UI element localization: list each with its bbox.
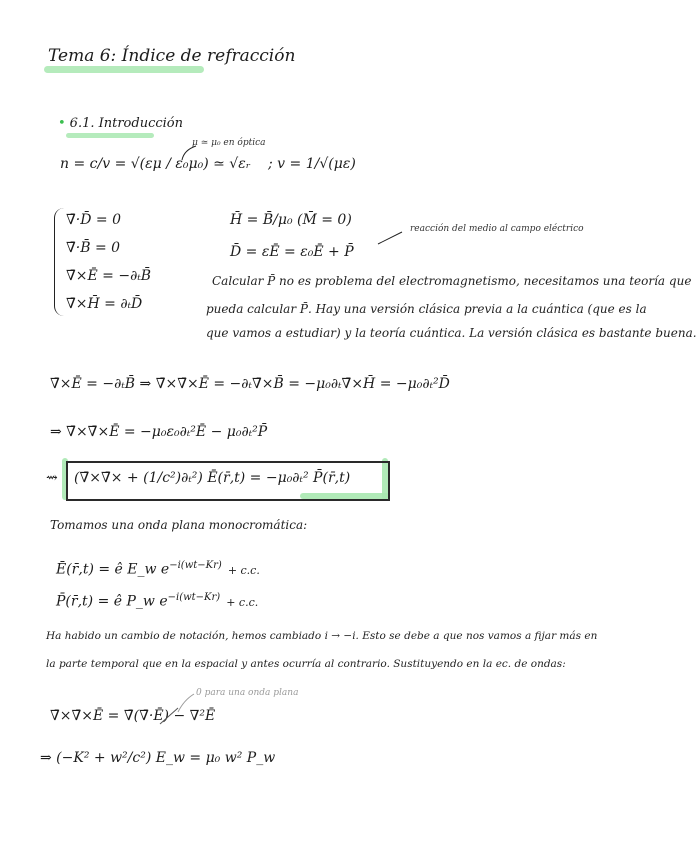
wave-intro: Tomamos una onda plana monocromática:: [50, 518, 308, 532]
paragraph2-line2: la parte temporal que en la espacial y antes ocurría al contrario. Sustituyendo en la ec. de ondas:: [46, 658, 566, 670]
field-p-exponent: −i(wt−Kr): [167, 592, 221, 603]
paragraph1-line3: que vamos a estudiar) y la teoría cuántica. La versión clásica es bastante buena.: [206, 326, 697, 340]
maxwell-gauss-e: ∇̄·D̄ = 0: [66, 212, 121, 228]
constitutive-h: H̄ = B̄/μ₀ (M̄ = 0): [230, 212, 352, 228]
field-e-exponent: −i(wt−Kr): [169, 560, 222, 571]
bullet-icon: •: [58, 116, 66, 131]
curl-curl-identity: ∇̄×∇̄×Ē = ∇̄(∇̄·Ē) − ∇²Ē: [50, 708, 216, 724]
arrow-polarization-note: [378, 232, 402, 244]
paragraph1-line1: Calcular P̄ no es problema del electromagnetismo, necesitamos una teoría que: [212, 274, 692, 288]
equation-phase-velocity: ; v = 1/√(με): [268, 156, 356, 172]
section-label: 6.1. Introducción: [69, 116, 183, 131]
note-mu-approx: μ ≃ μ₀ en óptica: [192, 138, 266, 148]
maxwell-gauss-b: ∇̄·B̄ = 0: [66, 240, 121, 256]
page-title: Tema 6: Índice de refracción: [48, 46, 296, 66]
squiggle-arrow: ⇝: [46, 470, 58, 486]
paragraph2-line1: Ha habido un cambio de notación, hemos cambiado i → −i. Esto se debe a que nos vamos a fijar más en: [46, 630, 598, 642]
field-e-cc: + c.c.: [227, 563, 260, 577]
derivation-line1: ∇̄×Ē = −∂ₜB̄ ⇒ ∇̄×∇̄×Ē = −∂ₜ∇̄×B̄ = −μ₀∂ₜ∇̄×H̄ = −μ₀∂ₜ²D̄: [50, 376, 450, 392]
boxed-wave-equation: (∇̄×∇̄× + (1/c²)∂ₜ²) Ē(r̄,t) = −μ₀∂ₜ² P̄(r̄,t): [74, 470, 351, 486]
derivation-line2: ⇒ ∇̄×∇̄×Ē = −μ₀ε₀∂ₜ²Ē − μ₀∂ₜ²P̄: [50, 424, 268, 440]
paragraph1-line2: pueda calcular P̄. Hay una versión clásica previa a la cuántica (que es la: [206, 302, 647, 316]
note-polarization: reacción del medio al campo eléctrico: [410, 224, 584, 234]
field-e-lhs: Ē(r̄,t) = ê E_w e: [56, 561, 170, 578]
maxwell-faraday: ∇̄×Ē = −∂ₜB̄: [66, 268, 152, 284]
field-p-lhs: P̄(r̄,t) = ê P_w e: [56, 593, 168, 610]
equation-refractive-index: n = c/v = √(εμ / ε₀μ₀) ≃ √εᵣ: [60, 156, 251, 172]
constitutive-d: D̄ = εĒ = ε₀Ē + P̄: [230, 244, 354, 260]
dispersion-relation: ⇒ (−K² + w²/c²) E_w = μ₀ w² P_w: [40, 750, 276, 766]
arrow-zero-note: [178, 694, 194, 712]
maxwell-ampere: ∇̄×H̄ = ∂ₜD̄: [66, 296, 143, 312]
note-zero-plane-wave: 0 para una onda plana: [196, 688, 299, 698]
strike-divergence: [160, 708, 178, 724]
field-p-cc: + c.c.: [226, 595, 259, 609]
arrow-mu-note: [182, 146, 196, 160]
